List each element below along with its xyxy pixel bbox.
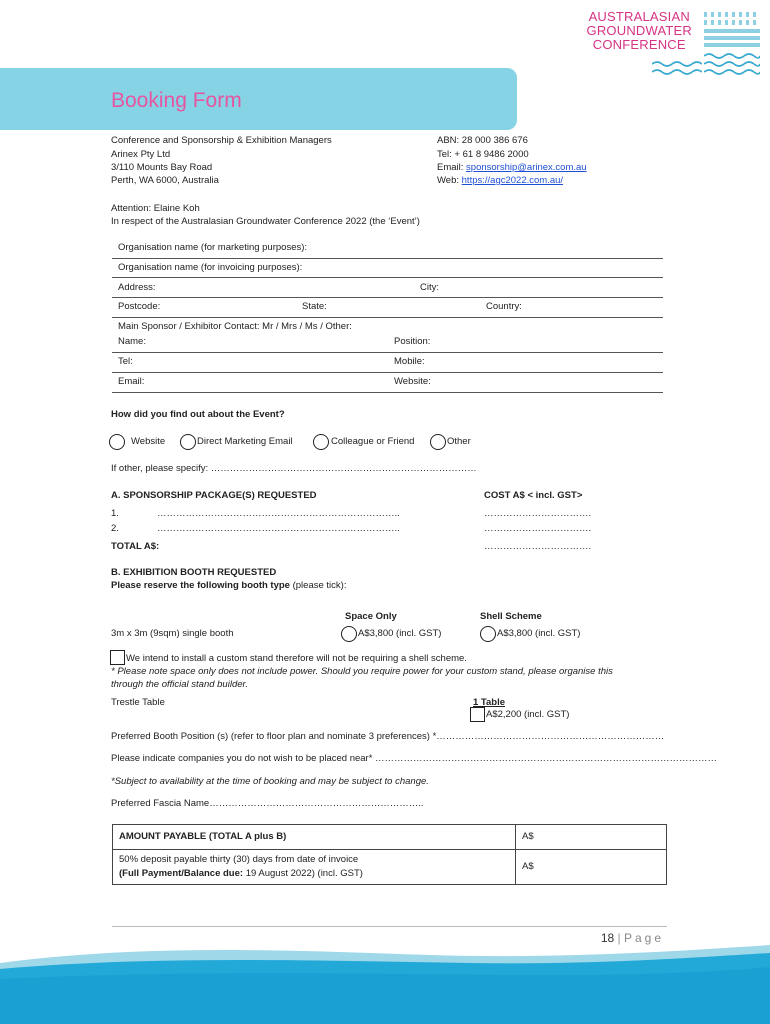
organiser-email-row bbox=[437, 161, 587, 174]
org-marketing-label: Organisation name (for marketing purposes): bbox=[118, 242, 308, 253]
power-note-line-1: * Please note space only does not include power. Should you require power for your custom stand, please organise this bbox=[111, 666, 613, 677]
deposit-value: A$ bbox=[522, 861, 534, 872]
website-label: Website: bbox=[394, 376, 431, 387]
power-note-line-2: through the official stand builder. bbox=[111, 679, 248, 690]
reserve-bold: Please reserve the following booth type bbox=[111, 580, 290, 591]
total-cost[interactable]: ……………………………. bbox=[484, 541, 592, 552]
organiser-line-3: 3/110 Mounts Bay Road bbox=[111, 162, 213, 173]
colleague-radio[interactable] bbox=[313, 434, 329, 450]
option-colleague: Colleague or Friend bbox=[331, 436, 415, 447]
booth-label: 3m x 3m (9sqm) single booth bbox=[111, 628, 234, 639]
main-contact-label: Main Sponsor / Exhibitor Contact: Mr / Mrs / Ms / Other: bbox=[118, 321, 352, 332]
item-2-number: 2. bbox=[111, 523, 119, 534]
trestle-price: A$2,200 (incl. GST) bbox=[486, 709, 570, 720]
reserve-instruction bbox=[111, 579, 346, 592]
find-out-question: How did you find out about the Event? bbox=[111, 409, 285, 420]
respect-line: In respect of the Australasian Groundwater Conference 2022 (the ‘Event’) bbox=[111, 216, 420, 227]
availability-note: *Subject to availability at the time of booking and may be subject to change. bbox=[111, 776, 429, 787]
email-link[interactable]: sponsorship@arinex.com.au bbox=[466, 162, 587, 173]
attention: Attention: Elaine Koh bbox=[111, 203, 200, 214]
deposit-row bbox=[113, 850, 667, 885]
org-marketing-field[interactable] bbox=[112, 258, 663, 259]
organiser-line-4: Perth, WA 6000, Australia bbox=[111, 175, 219, 186]
logo-waves-icon bbox=[704, 12, 760, 78]
org-invoicing-label: Organisation name (for invoicing purposes): bbox=[118, 262, 303, 273]
organiser-tel: Tel: + 61 8 9486 2000 bbox=[437, 149, 529, 160]
page-number-value: 18 bbox=[600, 931, 615, 945]
tel-field[interactable] bbox=[112, 372, 663, 373]
address-label: Address: bbox=[118, 282, 156, 293]
footer-divider bbox=[112, 926, 667, 927]
if-other-specify[interactable]: If other, please specify: ………………………………………………………………………… bbox=[111, 463, 477, 474]
trestle-label: Trestle Table bbox=[111, 697, 165, 708]
postcode-label: Postcode: bbox=[118, 301, 161, 312]
org-invoicing-field[interactable] bbox=[112, 277, 663, 278]
shell-scheme-price: A$3,800 (incl. GST) bbox=[497, 628, 581, 639]
title-banner bbox=[0, 68, 517, 130]
cost-heading: COST A$ < incl. GST> bbox=[484, 490, 583, 501]
custom-stand-checkbox[interactable] bbox=[110, 650, 125, 665]
total-label: TOTAL A$: bbox=[111, 541, 160, 552]
website-radio[interactable] bbox=[109, 434, 125, 450]
postcode-field[interactable] bbox=[112, 317, 663, 318]
option-other: Other bbox=[447, 436, 471, 447]
amount-payable-value: A$ bbox=[522, 831, 534, 842]
other-radio[interactable] bbox=[430, 434, 446, 450]
shell-scheme-heading: Shell Scheme bbox=[480, 611, 542, 622]
deposit-line-1: 50% deposit payable thirty (30) days from date of invoice bbox=[119, 854, 359, 865]
web-link[interactable]: https://agc2022.com.au/ bbox=[461, 175, 564, 186]
deposit-normal: 19 August 2022) (incl. GST) bbox=[243, 868, 363, 879]
exhibition-heading: B. EXHIBITION BOOTH REQUESTED bbox=[111, 567, 277, 578]
city-label: City: bbox=[420, 282, 439, 293]
country-label: Country: bbox=[486, 301, 522, 312]
name-field[interactable] bbox=[112, 352, 663, 353]
state-label: State: bbox=[302, 301, 327, 312]
page-word: Page bbox=[623, 931, 664, 945]
amount-payable-label bbox=[113, 825, 516, 850]
page-separator: | bbox=[614, 931, 624, 945]
position-label: Position: bbox=[394, 336, 431, 347]
space-only-heading: Space Only bbox=[345, 611, 397, 622]
email-label: Email: bbox=[437, 162, 467, 173]
direct-marketing-radio[interactable] bbox=[180, 434, 196, 450]
organiser-line-2: Arinex Pty Ltd bbox=[111, 149, 171, 160]
web-label: Web: bbox=[437, 175, 462, 186]
deposit-line-2 bbox=[119, 867, 509, 881]
abn: ABN: 28 000 386 676 bbox=[437, 135, 528, 146]
logo-line-2: GROUNDWATER bbox=[586, 23, 692, 38]
custom-stand-text: We intend to install a custom stand therefore will not be requiring a shell scheme. bbox=[126, 653, 467, 664]
page-title: Booking Form bbox=[111, 89, 242, 112]
deposit-value-cell[interactable] bbox=[516, 850, 667, 885]
trestle-checkbox[interactable] bbox=[470, 707, 485, 722]
item-2-cost[interactable]: ……………………………. bbox=[484, 523, 592, 534]
item-1-package[interactable]: ………………………………………………………………….. bbox=[157, 508, 400, 519]
page-number bbox=[601, 931, 664, 945]
name-label: Name: bbox=[118, 336, 146, 347]
amount-payable-cell[interactable] bbox=[516, 825, 667, 850]
fascia-name[interactable]: Preferred Fascia Name………………………………………………………….. bbox=[111, 798, 424, 809]
organiser-line-1: Conference and Sponsorship & Exhibition Managers bbox=[111, 135, 332, 146]
item-1-number: 1. bbox=[111, 508, 119, 519]
organiser-web-row bbox=[437, 174, 563, 187]
not-near[interactable]: Please indicate companies you do not wish to be placed near* ……………………………………………………………………………………………… bbox=[111, 753, 718, 764]
email-field-label: Email: bbox=[118, 376, 145, 387]
sponsorship-heading: A. SPONSORSHIP PACKAGE(S) REQUESTED bbox=[111, 490, 317, 501]
deposit-bold: (Full Payment/Balance due: bbox=[119, 868, 244, 879]
amount-payable-text: AMOUNT PAYABLE (TOTAL A plus B) bbox=[119, 831, 287, 842]
tel-label: Tel: bbox=[118, 356, 133, 367]
payment-table bbox=[112, 824, 667, 885]
mobile-label: Mobile: bbox=[394, 356, 425, 367]
option-direct-marketing: Direct Marketing Email bbox=[197, 436, 293, 447]
option-website: Website bbox=[131, 436, 166, 447]
space-only-radio[interactable] bbox=[341, 626, 357, 642]
reserve-normal: (please tick): bbox=[289, 580, 347, 591]
email-field[interactable] bbox=[112, 392, 663, 393]
deposit-label-cell bbox=[113, 850, 516, 885]
item-1-cost[interactable]: ……………………………. bbox=[484, 508, 592, 519]
space-only-price: A$3,800 (incl. GST) bbox=[358, 628, 442, 639]
amount-payable-row bbox=[113, 825, 667, 850]
logo-line-1: AUSTRALASIAN bbox=[588, 9, 690, 24]
footer-wave-graphic bbox=[0, 945, 770, 1024]
preferred-position[interactable]: Preferred Booth Position (s) (refer to floor plan and nominate 3 preferences) *……………………………………………………………… bbox=[111, 731, 665, 742]
trestle-heading: 1 Table bbox=[473, 697, 506, 708]
address-field[interactable] bbox=[112, 297, 663, 298]
logo-waves-left-icon bbox=[652, 52, 702, 78]
conference-logo bbox=[587, 10, 692, 52]
shell-scheme-radio[interactable] bbox=[480, 626, 496, 642]
item-2-package[interactable]: ………………………………………………………………….. bbox=[157, 523, 400, 534]
logo-line-3: CONFERENCE bbox=[592, 37, 686, 52]
